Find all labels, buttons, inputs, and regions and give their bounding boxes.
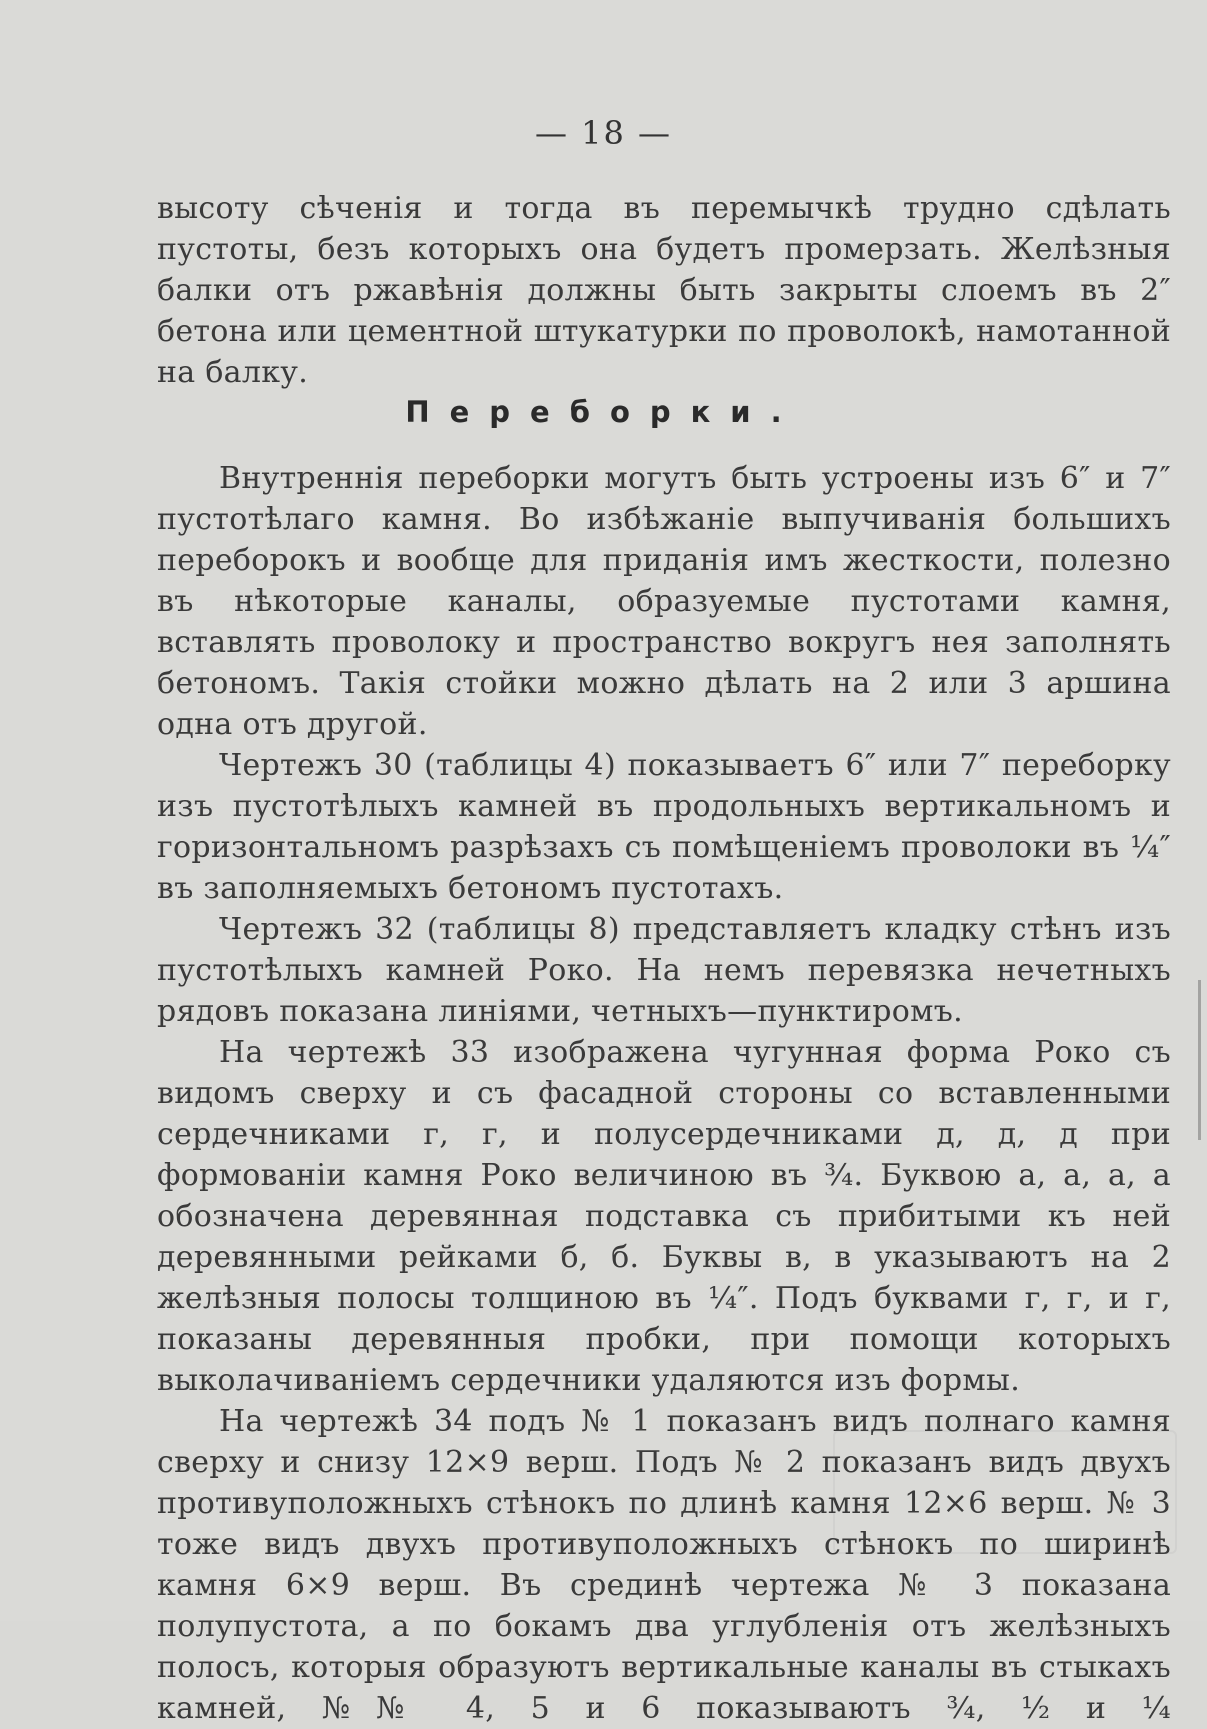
paragraph: На чертежѣ 34 подъ № 1 показанъ видъ полнаго камня сверху и снизу 12×9 верш. Подъ № 2 показанъ видъ двухъ противуположныхъ стѣнокъ по длинѣ камня 12×6 верш. № 3 тоже видъ двухъ противуположныхъ стѣнокъ по ширинѣ камня 6×9 верш. Въ срединѣ чертежа № 3 показана полупустота, а по бокамъ два углубленія отъ желѣзныхъ полосъ, которыя образуютъ вертикальные каналы въ стыкахъ камней, №№ 4, 5 и 6 показываютъ ¾, ½ и ¼: [157, 1404, 1171, 1726]
continued-paragraph: высоту сѣченія и тогда въ перемычкѣ трудно сдѣлать пустоты, безъ которыхъ она будетъ промерзать. Желѣзныя балки отъ ржавѣнія должны быть закрыты слоемъ въ 2″ бетона или цементной штукатурки по проволокѣ, намотанной на балку.: [157, 191, 1171, 390]
page-number: — 18 —: [534, 114, 673, 152]
paragraph: Внутреннія переборки могутъ быть устроены изъ 6″ и 7″ пустотѣлаго камня. Во избѣжаніе выпучиванія большихъ переборокъ и вообще для приданія имъ жесткости, полезно въ нѣкоторые каналы, образуемые пустотами камня, вставлять проволоку и пространство вокругъ нея заполнять бетономъ. Такія стойки можно дѣлать на 2 или 3 аршина одна отъ другой.: [157, 461, 1171, 742]
bleed-through-stamp: [833, 1430, 1177, 1554]
page-edge-mark: [1198, 980, 1201, 1140]
paragraph: Чертежъ 32 (таблицы 8) представляетъ кладку стѣнъ изъ пустотѣлыхъ камней Роко. На немъ перевязка нечетныхъ рядовъ показана линіями, четныхъ—пунктиромъ.: [157, 912, 1171, 1029]
paragraph: На чертежѣ 33 изображена чугунная форма Роко съ видомъ сверху и съ фасадной стороны со вставленными сердечниками г, г, и полусердечниками д, д, д при формованіи камня Роко величиною въ ¾. Буквою а, а, а, а обозначена деревянная подставка съ прибитыми къ ней деревянными рейками б, б. Буквы в, в указываютъ на 2 желѣзныя полосы толщиною въ ¼″. Подъ буквами г, г, и г, показаны деревянныя пробки, при помощи которыхъ выколачиваніемъ сердечники удаляются изъ формы.: [157, 1035, 1171, 1398]
section-heading: Переборки.: [405, 395, 802, 429]
paragraph: Чертежъ 30 (таблицы 4) показываетъ 6″ или 7″ переборку изъ пустотѣлыхъ камней въ продольныхъ вертикальномъ и горизонтальномъ разрѣзахъ съ помѣщеніемъ проволоки въ ¼″ въ заполняемыхъ бетономъ пустотахъ.: [157, 748, 1171, 906]
